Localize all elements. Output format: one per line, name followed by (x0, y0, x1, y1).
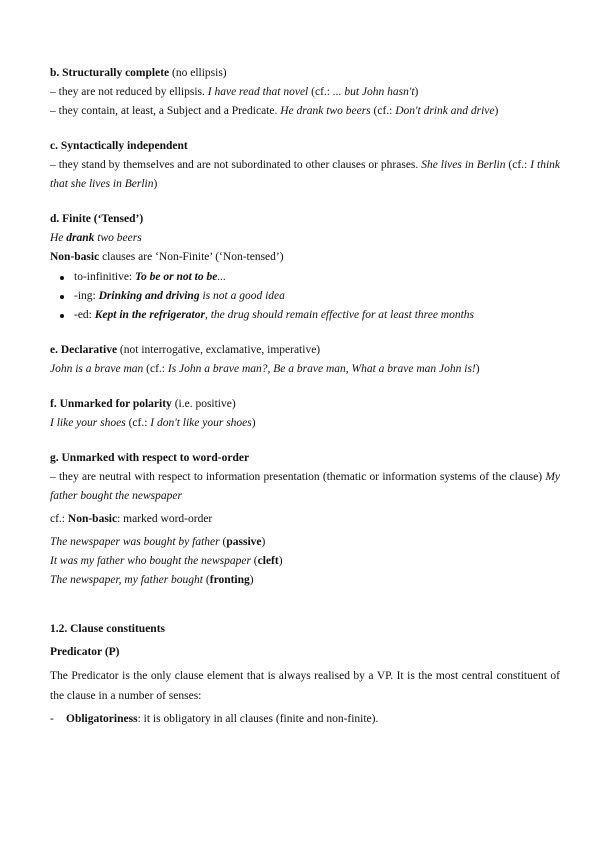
subsection-title: Predicator (P) (50, 646, 120, 658)
section-f-heading: f. Unmarked for polarity (i.e. positive) (50, 398, 236, 410)
list-item: to-infinitive: To be or not to be... (60, 268, 560, 287)
section-title: 1.2. Clause constituents (50, 623, 166, 635)
section-g-line: – they are neutral with respect to information presentation (thematic or information systems of the clause) My father bought the newspaper (50, 471, 560, 502)
list-item: - Obligatoriness: it is obligatory in all clauses (finite and non-finite). (50, 713, 379, 725)
list-item: It was my father who bought the newspaper (cleft) (50, 555, 283, 567)
section-d-heading: d. Finite (‘Tensed’) (50, 213, 144, 225)
list-item: -ed: Kept in the refrigerator, the drug should remain effective for at least three months (60, 306, 560, 325)
section-g-examples (50, 533, 560, 590)
section-b-line-1: – they are not reduced by ellipsis. I have read that novel (cf.: ... but John hasn't) (50, 86, 419, 98)
section-c-line: – they stand by themselves and are not subordinated to other clauses or phrases. She lives in Berlin (cf.: I think that she lives in Berlin) (50, 159, 560, 190)
section-e-line: John is a brave man (cf.: Is John a brave man?, Be a brave man, What a brave man John is!) (50, 363, 480, 375)
bullet-icon (60, 276, 64, 280)
bullet-icon (60, 314, 64, 318)
document-page (50, 64, 560, 729)
section-d-bullet-list (50, 268, 560, 325)
section-f-line: I like your shoes (cf.: I don't like your shoes) (50, 417, 256, 429)
section-b-line-2: – they contain, at least, a Subject and a Predicate. He drank two beers (cf.: Don't drink and drive) (50, 105, 499, 117)
section-b-heading: b. Structurally complete (no ellipsis) (50, 67, 227, 79)
section-e-heading: e. Declarative (not interrogative, exclamative, imperative) (50, 344, 321, 356)
bullet-icon (60, 295, 64, 299)
list-item: The newspaper, my father bought (fronting) (50, 574, 254, 586)
section-g-heading: g. Unmarked with respect to word-order (50, 452, 250, 464)
list-item: The newspaper was bought by father (passive) (50, 536, 266, 548)
section-d-example: He drank two beers (50, 232, 142, 244)
section-d-nonbasic: Non-basic clauses are ‘Non-Finite’ (‘Non-tensed’) (50, 251, 284, 263)
section-c-heading: c. Syntactically independent (50, 140, 188, 152)
paragraph: The Predicator is the only clause element that is always realised by a VP. It is the most central constituent of the clause in a number of senses: (50, 670, 560, 702)
list-item: -ing: Drinking and driving is not a good idea (60, 287, 560, 306)
section-g-cf: cf.: Non-basic: marked word-order (50, 513, 213, 525)
